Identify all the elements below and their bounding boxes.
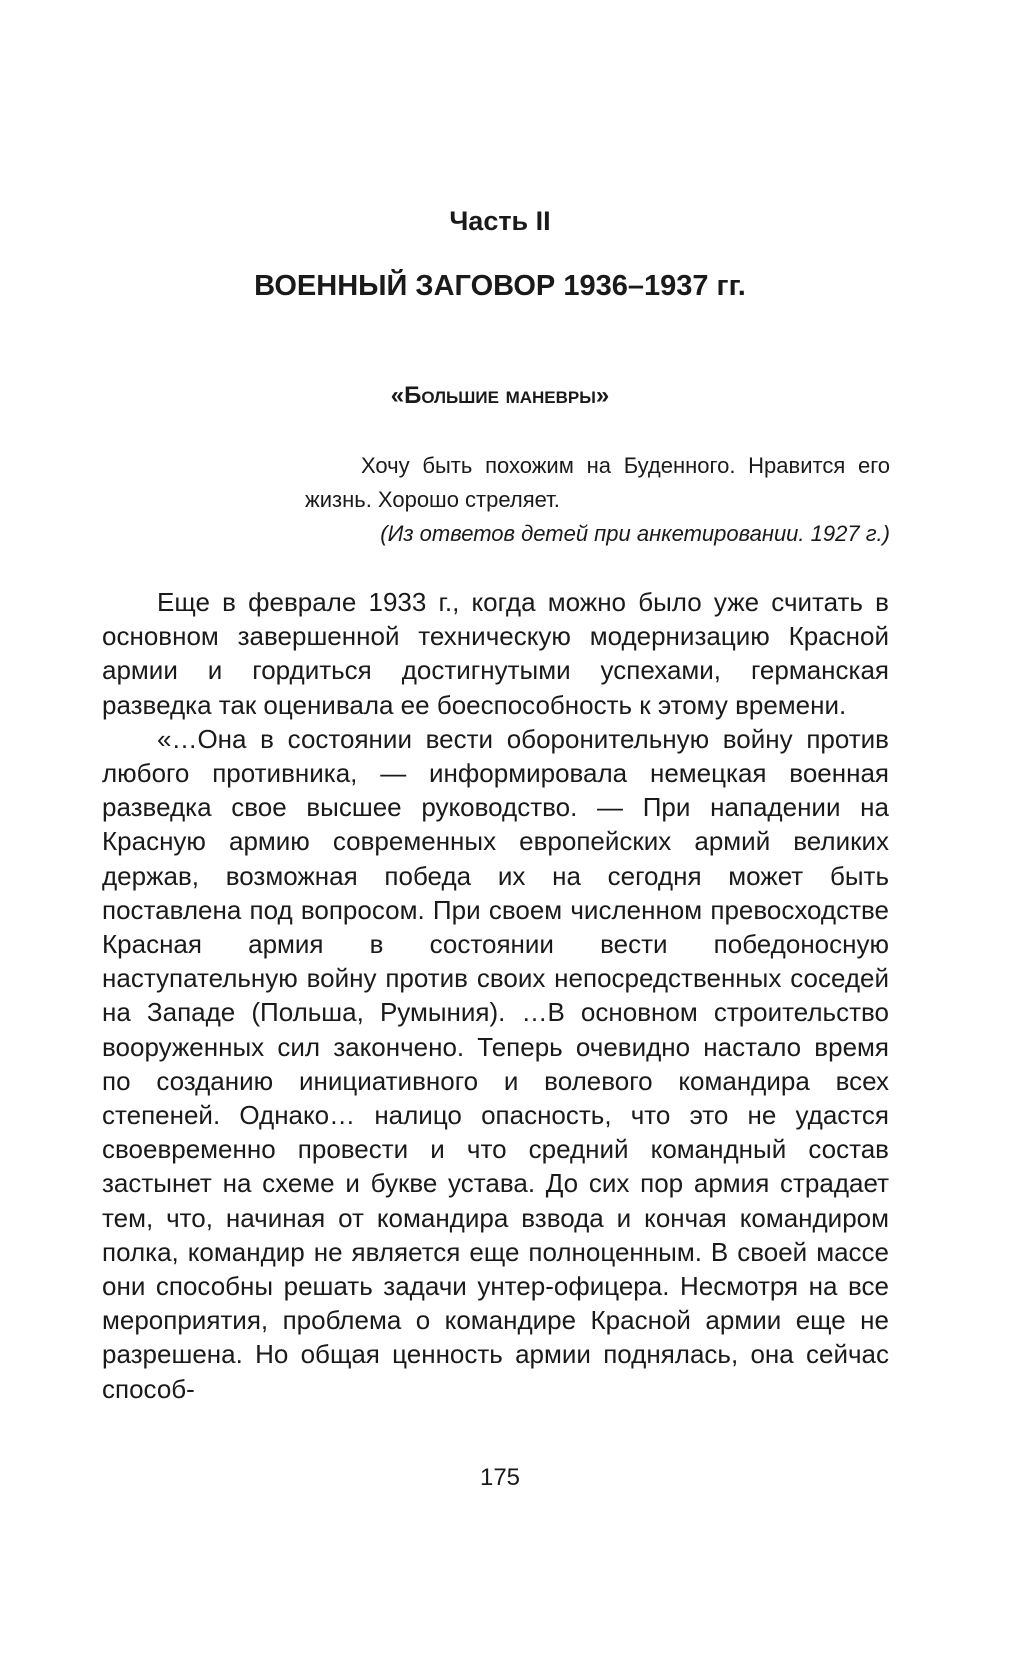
epigraph-source: (Из ответов детей при анкетировании. 1927 г.) xyxy=(380,521,890,546)
epigraph xyxy=(305,449,890,551)
page-number: 175 xyxy=(479,1464,521,1491)
part-title: Часть II xyxy=(449,206,551,236)
paragraph: Еще в феврале 1933 г., когда можно было уже считать в основном завершенной техническую модернизацию Красной армии и гордиться достигнутыми успехами, германская разведка так оценивала ее боеспособность к этому времени. xyxy=(102,587,889,720)
epigraph-text: Хочу быть похожим на Буденного. Нравится его жизнь. Хорошо стреляет. xyxy=(305,453,890,512)
chapter-title: ВОЕННЫЙ ЗАГОВОР 1936–1937 гг. xyxy=(254,270,746,302)
section-title: «Большие маневры» xyxy=(390,382,610,409)
body-text xyxy=(102,585,889,1406)
paragraph: «…Она в состоянии вести оборонительную войну против любого противника, — информировала немецкая военная разведка свое высшее руководство. — При нападении на Красную армию современных европейских армий великих держав, возможная победа их на сегодня может быть поставлена под вопросом. При своем численном превосходстве Красная армия в состоянии вести победоносную наступательную войну против своих непосредственных соседей на Западе (Польша, Румыния). …В основном строительство вооруженных сил закончено. Теперь очевидно настало время по созданию инициативного и волевого командира всех степеней. Однако… налицо опасность, что это не удастся своевременно провести и что средний командный состав застынет на схеме и букве устава. До сих пор армия страдает тем, что, начиная от командира взвода и кончая командиром полка, командир не является еще полноценным. В своей массе они способны решать задачи унтер-офицера. Несмотря на все мероприятия, проблема о командире Красной армии еще не разрешена. Но общая ценность армии поднялась, она сейчас способ- xyxy=(102,723,889,1404)
